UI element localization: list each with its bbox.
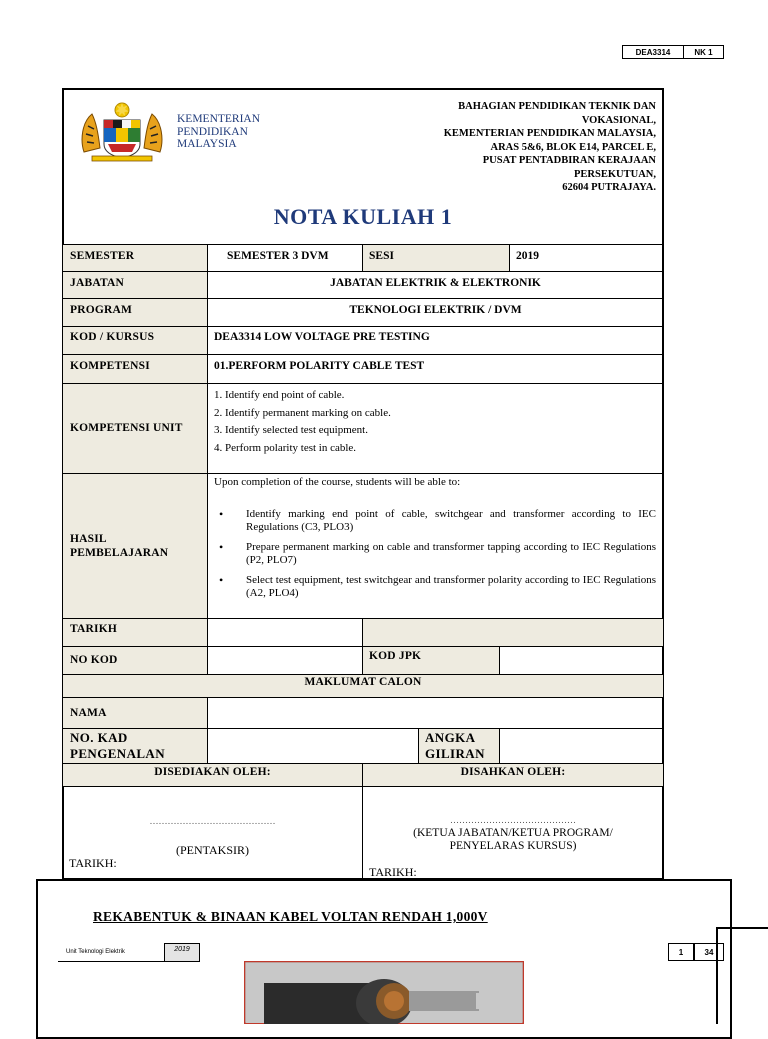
ketua-caption-line: PENYELARAS KURSUS) [449, 840, 577, 852]
unit-item: 4. Perform polarity test in cable. [214, 442, 357, 454]
hasil-item: Select test equipment, test switchgear and transformer polarity according to IEC Regulations (A2, PLO4) [246, 574, 656, 599]
address-line: 62604 PUTRAJAYA. [562, 182, 656, 193]
page2-heading: REKABENTUK & BINAAN KABEL VOLTAN RENDAH 1,000V [93, 909, 488, 924]
page-number-box [668, 943, 694, 961]
row-divider [62, 473, 664, 474]
tarikh-right: TARIKH: [369, 865, 417, 879]
nama-label: NAMA [70, 707, 107, 719]
address-line: VOKASIONAL, [581, 114, 656, 126]
col-divider [509, 244, 510, 271]
second-page-edge [716, 927, 718, 1024]
footer-unit: Unit Teknologi Elektrik [66, 949, 125, 955]
angka-label-line: ANGKA [425, 730, 476, 745]
page-title: NOTA KULIAH 1 [273, 204, 453, 229]
hasil-label-line: HASIL [70, 533, 107, 545]
nk-text: NK 1 [694, 47, 713, 57]
kompetensi-unit-label: KOMPETENSI UNIT [70, 422, 183, 434]
tarikh-right-shade [362, 618, 663, 646]
ministry-name [177, 113, 260, 151]
maklumat-calon-heading: MAKLUMAT CALON [304, 676, 422, 688]
jabatan-label: JABATAN [70, 277, 125, 289]
ministry-line-1: KEMENTERIAN [177, 113, 261, 125]
signature-line-left: …………………………………… [149, 816, 276, 826]
angka-label-line: GILIRAN [425, 746, 485, 761]
disahkan-heading: DISAHKAN OLEH: [460, 766, 566, 778]
row-divider [62, 271, 664, 272]
row-divider [62, 244, 664, 245]
row-divider [62, 728, 664, 729]
col-divider [499, 646, 500, 674]
footer-year: 2019 [174, 946, 190, 953]
address-line: KEMENTERIAN PENDIDIKAN MALAYSIA, [443, 128, 656, 139]
tarikh-label: TARIKH [70, 623, 117, 635]
program-value: TEKNOLOGI ELEKTRIK / DVM [349, 304, 522, 316]
second-page-edge [716, 927, 768, 929]
page-total: 34 [704, 947, 714, 957]
kod-kursus-label: KOD / KURSUS [70, 331, 155, 343]
address-block [356, 100, 656, 195]
row-divider [62, 646, 664, 647]
bullet-icon: • [219, 507, 224, 521]
hasil-intro: Upon completion of the course, students will be able to: [214, 476, 461, 488]
row-divider [62, 763, 664, 764]
disediakan-heading: DISEDIAKAN OLEH: [154, 766, 271, 778]
pentaksir-caption: (PENTAKSIR) [175, 843, 250, 857]
hasil-item: Prepare permanent marking on cable and transformer tapping according to IEC Regulations (P2, PLO7) [246, 541, 656, 566]
jabatan-value: JABATAN ELEKTRIK & ELEKTRONIK [330, 277, 541, 289]
angka-giliran-label [425, 730, 485, 762]
malaysia-crest-logo [78, 100, 166, 164]
row-divider [62, 674, 664, 675]
no-kod-label: NO KOD [70, 654, 118, 666]
col-divider [499, 728, 500, 763]
no-kad-label-line: PENGENALAN [70, 746, 166, 761]
row-divider [62, 697, 664, 698]
col-divider [418, 728, 419, 763]
ketua-caption [363, 827, 663, 853]
ministry-line-2: PENDIDIKAN [177, 125, 248, 138]
row-divider [62, 298, 664, 299]
address-line: PUSAT PENTADBIRAN KERAJAAN [482, 155, 656, 166]
col-divider [362, 244, 363, 271]
footer-year-box [164, 943, 200, 962]
col-divider [362, 618, 363, 674]
nk-box [683, 45, 724, 59]
hasil-label-line: PEMBELAJARAN [70, 547, 169, 559]
sesi-label: SESI [369, 250, 394, 262]
semester-value: SEMESTER 3 DVM [227, 250, 329, 262]
footer-line [58, 961, 164, 962]
course-code-box [622, 45, 684, 59]
signature-line-right: …………………………………… [450, 815, 576, 825]
sesi-value: 2019 [516, 250, 539, 262]
address-line: ARAS 5&6, BLOK E14, PARCEL E, [490, 141, 656, 153]
ministry-line-3: MALAYSIA [177, 138, 237, 150]
col-divider [207, 697, 208, 763]
cable-photo [244, 961, 524, 1024]
kod-jpk-label: KOD JPK [369, 650, 422, 662]
kompetensi-value: 01.PERFORM POLARITY CABLE TEST [214, 360, 425, 372]
page-number: 1 [678, 947, 684, 957]
tarikh-left: TARIKH: [69, 856, 117, 870]
unit-item: 3. Identify selected test equipment. [214, 424, 368, 436]
course-code-text: DEA3314 [635, 47, 671, 57]
semester-label: SEMESTER [70, 250, 135, 262]
kod-kursus-value: DEA3314 LOW VOLTAGE PRE TESTING [214, 331, 430, 343]
bullet-icon: • [219, 540, 224, 554]
page-total-box [694, 943, 724, 961]
row-divider [62, 786, 664, 787]
program-label: PROGRAM [70, 304, 133, 316]
row-divider [62, 383, 664, 384]
hasil-label [70, 532, 168, 560]
kompetensi-label: KOMPETENSI [70, 360, 150, 372]
unit-item: 2. Identify permanent marking on cable. [214, 407, 391, 419]
hasil-item: Identify marking end point of cable, switchgear and transformer according to IEC Regulations (C3, PLO3) [246, 508, 656, 533]
no-kad-label-line: NO. KAD [70, 730, 128, 745]
address-line: PERSEKUTUAN, [574, 168, 656, 180]
address-line: BAHAGIAN PENDIDIKAN TEKNIK DAN [458, 101, 656, 112]
row-divider [62, 326, 664, 327]
bullet-icon: • [219, 573, 224, 587]
ketua-caption-line: (KETUA JABATAN/KETUA PROGRAM/ [413, 827, 613, 839]
unit-item: 1. Identify end point of cable. [214, 389, 345, 401]
row-divider [62, 618, 664, 619]
no-kad-label [70, 730, 165, 762]
row-divider [62, 354, 664, 355]
